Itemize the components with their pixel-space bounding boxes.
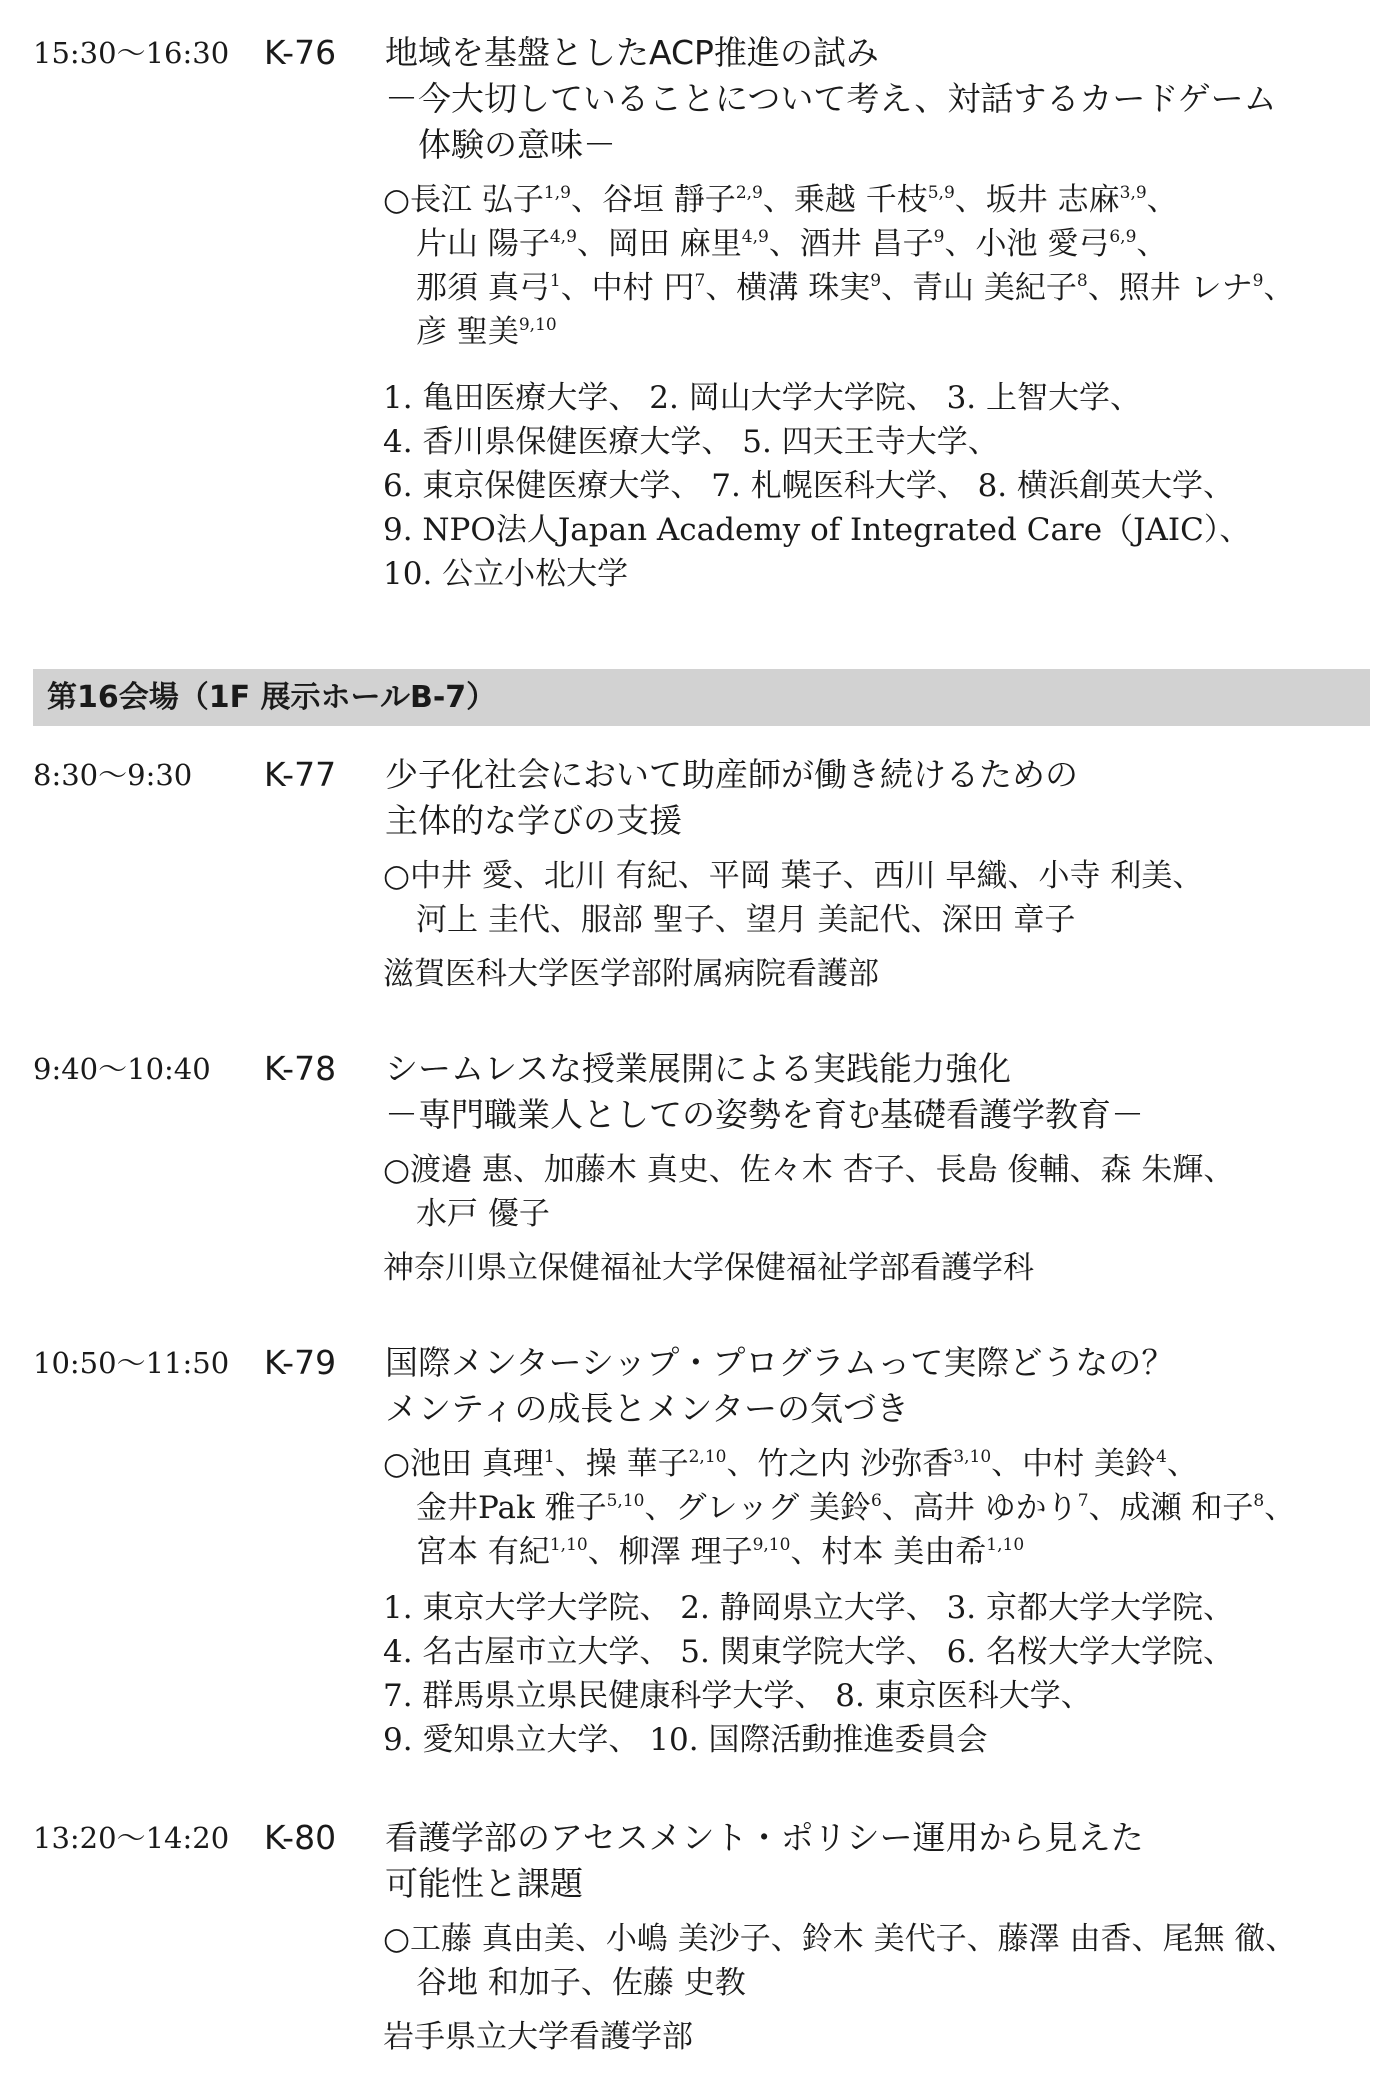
title-line: メンティの成長とメンターの気づき	[385, 1389, 910, 1428]
venue-label: 第16会場（1F 展示ホールB-7）	[47, 680, 497, 715]
affiliation-marker: 1,9	[543, 183, 571, 203]
affiliation-line: 7. 群馬県立県民健康科学大学、 8. 東京医科大学、	[383, 1678, 1092, 1714]
author-line: 彦 聖美$^{9,10}$	[416, 314, 557, 350]
affiliation-marker: 9,10	[752, 1535, 791, 1555]
affiliation-line: 4. 名古屋市立大学、 5. 関東学院大学、 6. 名桜大学大学院、	[383, 1634, 1234, 1670]
affiliation-marker: 9,10	[518, 315, 557, 335]
session-title	[385, 30, 1385, 168]
title-line: 体験の意味－	[418, 125, 616, 164]
affiliation-line: 6. 東京保健医療大学、 7. 札幌医科大学、 8. 横浜創英大学、	[383, 468, 1234, 504]
session-title	[385, 1046, 1385, 1138]
affiliation-list	[383, 1246, 1393, 1290]
title-line: 地域を基盤としたACP推進の試み	[385, 33, 879, 72]
affiliation-marker: 8	[1253, 1491, 1265, 1511]
affiliation-line: 1. 東京大学大学院、 2. 静岡県立大学、 3. 京都大学大学院、	[383, 1590, 1234, 1626]
affiliation-list	[383, 1586, 1393, 1762]
affiliation-marker: 2,10	[688, 1447, 727, 1467]
affiliation-marker: 1	[543, 1447, 555, 1467]
affiliation-marker: 3,10	[953, 1447, 992, 1467]
session-code: K-80	[264, 1818, 337, 1857]
author-list	[383, 854, 1393, 942]
title-line: シームレスな授業展開による実践能力強化	[385, 1049, 1012, 1088]
title-line: －専門職業人としての姿勢を育む基礎看護学教育－	[385, 1095, 1144, 1134]
author-list	[383, 1442, 1393, 1574]
affiliation-line: 4. 香川県保健医療大学、 5. 四天王寺大学、	[383, 424, 999, 460]
affiliation-list	[383, 2015, 1393, 2059]
affiliation-marker: 9	[1252, 271, 1264, 291]
affiliation-marker: 4	[1156, 1447, 1167, 1467]
affiliation-marker: 4,9	[549, 227, 577, 247]
affiliation-marker: 7	[1077, 1491, 1089, 1511]
affiliation-line: 10. 公立小松大学	[383, 556, 629, 592]
session-title	[385, 752, 1385, 844]
author-line: 金井Pak 雅子$^{5,10}$、グレッグ 美鈴$^6$、高井 ゆかり$^7$、成瀬 和子$^8$、	[416, 1490, 1296, 1526]
session-code: K-78	[264, 1049, 337, 1088]
affiliation-marker: 2,9	[735, 183, 763, 203]
title-line: 主体的な学びの支援	[385, 801, 682, 840]
title-line: 少子化社会において助産師が働き続けるための	[385, 755, 1078, 794]
session-title	[385, 1815, 1385, 1907]
affiliation-marker: 8	[1076, 271, 1088, 291]
affiliation-marker: 7	[694, 271, 706, 291]
affiliation-marker: 9	[870, 271, 882, 291]
affiliation-list	[383, 376, 1393, 596]
author-line: 片山 陽子$^{4,9}$、岡田 麻里$^{4,9}$、酒井 昌子$^9$、小池 愛弓$^{6,9}$、	[416, 226, 1168, 262]
affiliation-line: 滋賀医科大学医学部附属病院看護部	[383, 956, 879, 992]
author-line: 宮本 有紀$^{1,10}$、柳澤 理子$^{9,10}$、村本 美由希$^{1,10}$	[416, 1534, 1025, 1570]
session-code: K-77	[264, 755, 337, 794]
affiliation-line: 岩手県立大学看護学部	[383, 2019, 693, 2055]
session-time: 15:30〜16:30	[33, 36, 230, 70]
author-line: ○長江 弘子$^{1,9}$、谷垣 靜子$^{2,9}$、乗越 千枝$^{5,9}$、坂井 志麻$^{3,9}$、	[383, 182, 1178, 218]
affiliation-line: 神奈川県立保健福祉大学保健福祉学部看護学科	[383, 1250, 1034, 1286]
affiliation-marker: 3,9	[1119, 183, 1147, 203]
venue-header	[33, 669, 1370, 726]
affiliation-line: 1. 亀田医療大学、 2. 岡山大学大学院、 3. 上智大学、	[383, 380, 1141, 416]
affiliation-marker: 4,9	[741, 227, 769, 247]
affiliation-marker: 6	[871, 1491, 882, 1511]
title-line: 可能性と課題	[385, 1864, 583, 1903]
affiliation-list	[383, 952, 1393, 996]
author-line: 水戸 優子	[416, 1196, 550, 1232]
author-line: 那須 真弓$^1$、中村 円$^7$、横溝 珠実$^9$、青山 美紀子$^8$、照井 レナ$^9$、	[416, 270, 1295, 306]
affiliation-marker: 9	[933, 227, 945, 247]
author-line: 谷地 和加子、佐藤 史教	[416, 1965, 746, 2001]
title-line: 看護学部のアセスメント・ポリシー運用から見えた	[385, 1818, 1144, 1857]
title-line: 国際メンターシップ・プログラムって実際どうなの？	[385, 1343, 1175, 1382]
session-title	[385, 1340, 1385, 1432]
author-line: 河上 圭代、服部 聖子、望月 美記代、深田 章子	[416, 902, 1076, 938]
session-time: 13:20〜14:20	[33, 1821, 230, 1855]
affiliation-marker: 1	[549, 271, 561, 291]
affiliation-marker: 6,9	[1109, 227, 1137, 247]
session-time: 10:50〜11:50	[33, 1346, 230, 1380]
session-time: 9:40〜10:40	[33, 1052, 211, 1086]
author-list	[383, 1148, 1393, 1236]
session-code: K-79	[264, 1343, 337, 1382]
affiliation-marker: 1,10	[549, 1535, 588, 1555]
author-line: ○中井 愛、北川 有紀、平岡 葉子、西川 早織、小寺 利美、	[383, 858, 1204, 894]
author-line: ○渡邉 惠、加藤木 真史、佐々木 杏子、長島 俊輔、森 朱輝、	[383, 1152, 1235, 1188]
author-line: ○池田 真理$^1$、操 華子$^{2,10}$、竹之内 沙弥香$^{3,10}$、中村 美鈴$^4$、	[383, 1446, 1198, 1482]
author-line: ○工藤 真由美、小嶋 美沙子、鈴木 美代子、藤澤 由香、尾無 徹、	[383, 1921, 1297, 1957]
affiliation-line: 9. NPO法人Japan Academy of Integrated Care（JAIC）、	[383, 512, 1251, 548]
affiliation-marker: 5,10	[606, 1491, 645, 1511]
session-code: K-76	[264, 33, 337, 72]
affiliation-marker: 1,10	[986, 1535, 1025, 1555]
author-list	[383, 178, 1393, 354]
affiliation-line: 9. 愛知県立大学、 10. 国際活動推進委員会	[383, 1722, 988, 1758]
affiliation-marker: 5,9	[927, 183, 955, 203]
session-time: 8:30〜9:30	[33, 758, 193, 792]
title-line: －今大切していることについて考え、対話するカードゲーム	[385, 79, 1277, 118]
author-list	[383, 1917, 1393, 2005]
